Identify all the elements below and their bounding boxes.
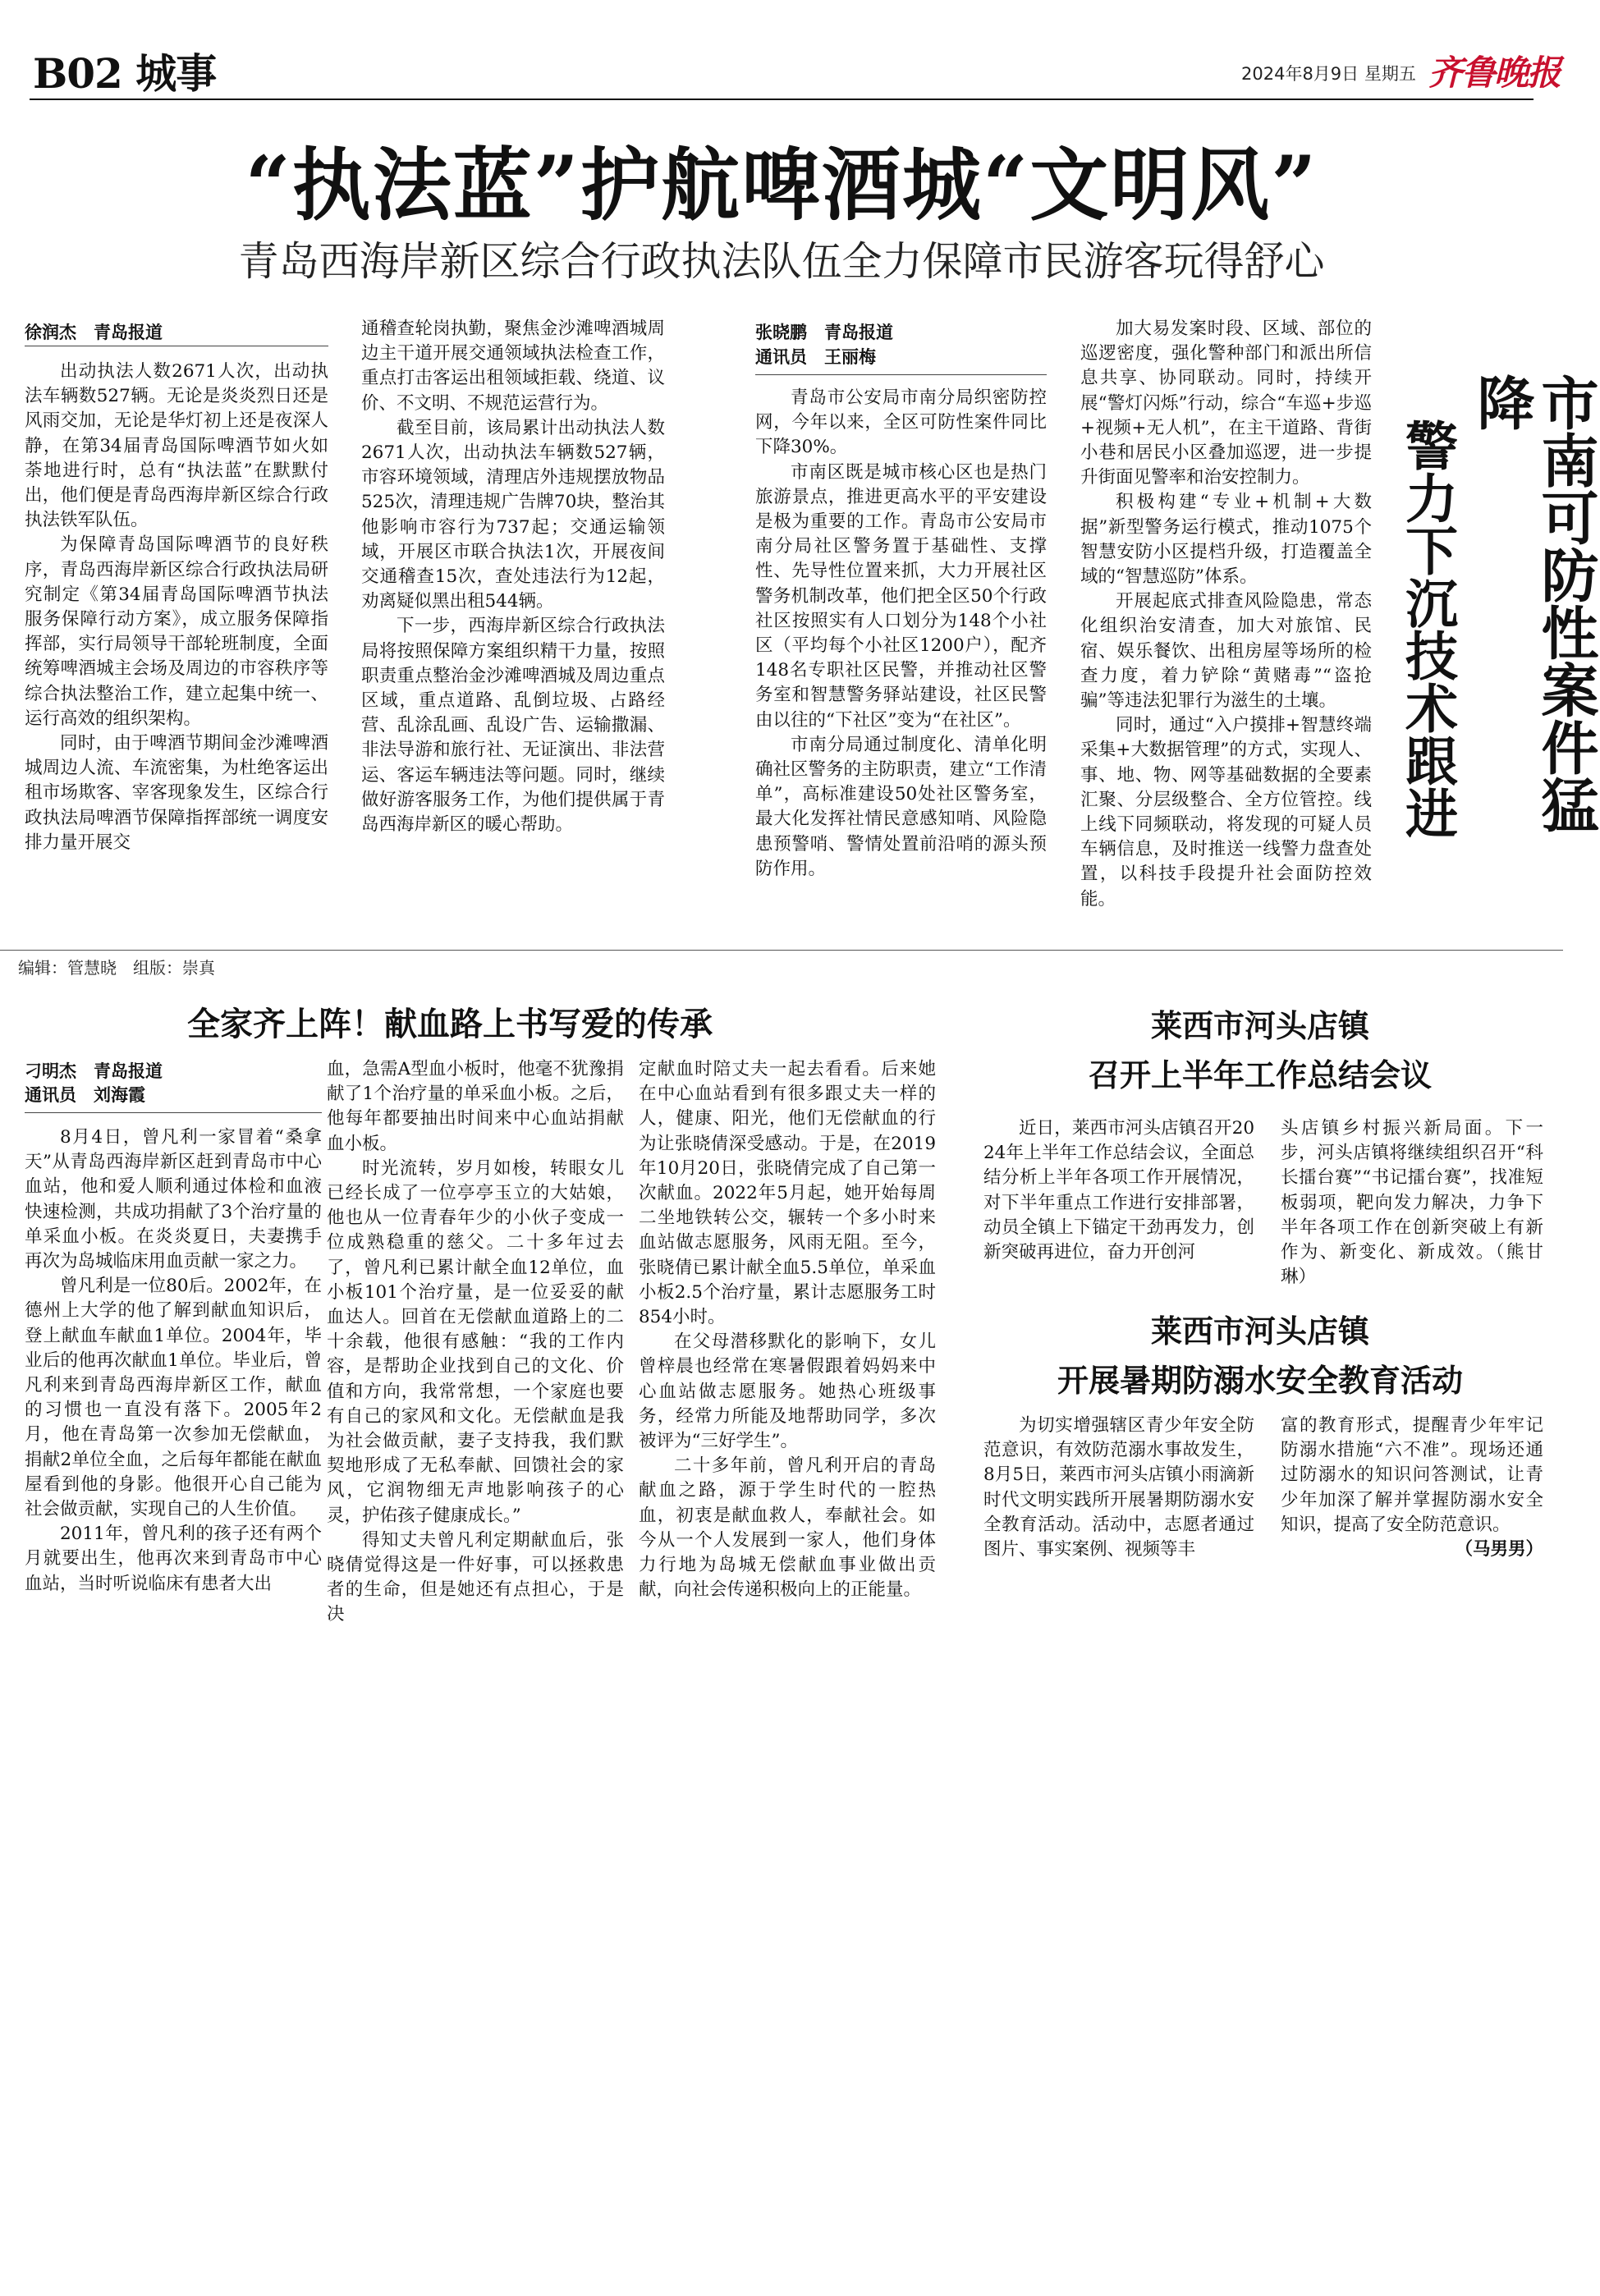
headline-line: 召开上半年工作总结会议 <box>1088 1056 1432 1093</box>
paragraph: 时光流转，岁月如梭，转眼女儿已经长成了一位亭亭玉立的大姑娘，他也从一位青春年少的小伙子变成一位成熟稳重的慈父。二十多年过去了，曾凡利已累计献全血12单位，血小板101个治疗量，是一位妥妥的献血达人。回首在无偿献血道路上的二十余载，他很有感触：“我的工作内容，是帮助企业找到自己的文化、价值和方向，我常常想，一个家庭也要有自己的家风和文化。无偿献血是我为社会做贡献，妻子支持我，我们默契地形成了无私奉献、回馈社会的家风，它润物细无声地影响孩子的心灵，护佑孩子健康成长。” <box>327 1157 624 1526</box>
article2-correspondent: 通讯员 王丽梅 <box>755 347 876 367</box>
paragraph: 8月4日，曾凡利一家冒着“桑拿天”从青岛西海岸新区赶到青岛市中心血站，他和爱人顺利通过体检和血液快速检测，共成功捐献了3个治疗量的单采血小板。在炎炎夏日，夫妻携手再次为岛城临床用血贡献一家之力。 <box>25 1127 322 1272</box>
article1-column-2 <box>361 317 665 837</box>
paragraph: 为切实增强辖区青少年安全防范意识，有效防范溺水事故发生，8月5日，莱西市河头店镇小雨滴新时代文明实践所开展暑期防溺水安全教育活动。活动中，志愿者通过图片、事实案例、视频等丰 <box>983 1415 1254 1560</box>
paragraph: 开展起底式排查风险隐患，常态化组织治安清查，加大对旅馆、民宿、娱乐餐饮、出租房屋等场所的检查力度，着力铲除“黄赌毒”“盗抢骗”等违法犯罪行为滋生的土壤。 <box>1080 591 1372 712</box>
article1-byline: 徐润杰 青岛报道 <box>25 323 163 342</box>
paragraph: 二十多年前，曾凡利开启的青岛献血之路，源于学生时代的一腔热血，初衷是献血救人，奉献社会。如今从一个人发展到一家人，他们身体力行地为岛城无偿献血事业做出贡献，向社会传递积极向上的正能量。 <box>639 1455 936 1601</box>
article5-column-1 <box>983 1414 1254 1562</box>
article3-column-3 <box>639 1057 936 1602</box>
article2-byline: 张晓鹏 青岛报道 <box>755 323 893 342</box>
article5-headline <box>977 1307 1543 1405</box>
article3-column-2 <box>327 1057 624 1628</box>
paragraph: 得知丈夫曾凡利定期献血后，张晓倩觉得这是一件好事，可以拯救患者的生命，但是她还有点担心，于是决 <box>327 1529 624 1625</box>
paragraph: 同时，由于啤酒节期间金沙滩啤酒城周边人流、车流密集，为杜绝客运出租市场欺客、宰客现象发生，区综合行政执法局啤酒节保障指挥部统一调度安排力量开展交 <box>25 733 328 853</box>
headline-line: 莱西市河头店镇 <box>1150 1007 1369 1044</box>
paragraph: 出动执法人数2671人次，出动执法车辆数527辆。无论是炎炎烈日还是风雨交加，无论是华灯初上还是夜深人静，在第34届青岛国际啤酒节如火如荼地进行时，总有“执法蓝”在默默付出，他们便是青岛西海岸新区综合行政执法铁军队伍。 <box>25 361 328 531</box>
article3-headline: 全家齐上阵！献血路上书写爱的传承 <box>187 1005 713 1043</box>
article2-column-1 <box>755 386 1047 882</box>
paragraph: 截至目前，该局累计出动执法人数2671人次，出动执法车辆数527辆，市容环境领域，清理店外违规摆放物品525次，清理违规广告牌70块，整治其他影响市容行为737起；交通运输领域，开展区市联合执法1次，开展夜间交通稽查15次，查处违法行为12起，劝离疑似黑出租544辆。 <box>361 417 665 612</box>
byline-rule <box>25 1112 322 1113</box>
paragraph: 2011年，曾凡利的孩子还有两个月就要出生，他再次来到青岛市中心血站，当时听说临床有患者大出 <box>25 1524 322 1594</box>
paragraph: 富的教育形式，提醒青少年牢记防溺水措施“六不准”。现场还通过防溺水的知识问答测试，让青少年加深了解并掌握防溺水安全知识，提高了安全防范意识。 <box>1281 1415 1543 1535</box>
paragraph: 通稽查轮岗执勤，聚焦金沙滩啤酒城周边主干道开展交通领域执法检查工作，重点打击客运出租领域拒载、绕道、议价、不文明、不规范运营行为。 <box>361 319 665 414</box>
page-section-label: B02 城事 <box>33 49 217 98</box>
editor-credits: 编辑：管慧晓 组版：崇真 <box>18 958 215 978</box>
article2-column-2 <box>1080 317 1372 912</box>
paragraph: 血，急需A型血小板时，他毫不犹豫捐献了1个治疗量的单采血小板。之后，他每年都要抽出时间来中心血站捐献血小板。 <box>327 1059 624 1154</box>
paragraph: 头店镇乡村振兴新局面。下一步，河头店镇将继续组织召开“科长擂台赛”“书记擂台赛”，找准短板弱项，靶向发力解决，力争下半年各项工作在创新突破上有新作为、新变化、新成效。（熊甘琳） <box>1281 1118 1543 1288</box>
author-signature: （马男男） <box>1455 1539 1543 1560</box>
issue-date: 2024年8月9日 星期五 <box>1241 64 1416 84</box>
section-divider <box>0 950 1563 951</box>
paragraph: 积极构建“专业+机制+大数据”新型警务运行模式，推动1075个智慧安防小区提档升级，打造覆盖全域的“智慧巡防”体系。 <box>1080 492 1372 588</box>
paragraph: 定献血时陪丈夫一起去看看。后来她在中心血站看到有很多跟丈夫一样的人，健康、阳光，他们无偿献血的行为让张晓倩深受感动。于是，在2019年10月20日，张晓倩完成了自己第一次献血。2022年5月起，她开始每周二坐地铁转公交，辗转一个多小时来血站做志愿服务，风雨无阻。至今，张晓倩已累计献全血5.5单位，单采血小板2.5个治疗量，累计志愿服务工时854小时。 <box>639 1059 936 1328</box>
article4-column-1 <box>983 1116 1254 1265</box>
article-subheadline: 青岛西海岸新区综合行政执法队伍全力保障市民游客玩得舒心 <box>238 238 1325 285</box>
article4-headline <box>977 1001 1543 1100</box>
article1-column-1 <box>25 360 328 855</box>
paragraph: 曾凡利是一位80后。2002年，在德州上大学的他了解到献血知识后，登上献血车献血1单位。2004年，毕业后的他再次献血1单位。毕业后，曾凡利来到青岛西海岸新区工作，献血的习惯也一直没有落下。2005年2月，他在青岛第一次参加无偿献血，捐献2单位全血，之后每年都能在献血屋看到他的身影。他很开心自己能为社会做贡献，实现自己的人生价值。 <box>25 1276 322 1520</box>
paragraph: 加大易发案时段、区域、部位的巡逻密度，强化警种部门和派出所信息共享、协同联动。同时，持续开展“警灯闪烁”行动，综合“车巡+步巡+视频+无人机”，在主干道路、背街小巷和居民小区叠加巡逻，进一步提升街面见警率和治安控制力。 <box>1080 319 1372 488</box>
article3-column-1 <box>25 1125 322 1597</box>
article-headline: “执法蓝”护航啤酒城“文明风” <box>245 139 1318 231</box>
paragraph: 近日，莱西市河头店镇召开2024年上半年工作总结会议，全面总结分析上半年各项工作开展情况，对下半年重点工作进行安排部署，动员全镇上下锚定干劲再发力，创新突破再进位，奋力开创河 <box>983 1118 1254 1263</box>
article2-subheadline: 警力下沉技术跟进 <box>1396 419 1458 839</box>
paragraph: 同时，通过“入户摸排+智慧终端采集+大数据管理”的方式，实现人、事、地、物、网等基础数据的全要素汇聚、分层级整合、全方位管控。线上线下同频联动，将发现的可疑人员车辆信息，及时推送一线警力盘查处置，以科技手段提升社会面防控效能。 <box>1080 715 1372 910</box>
paragraph: 青岛市公安局市南分局织密防控网，今年以来，全区可防性案件同比下降30%。 <box>755 387 1047 458</box>
paragraph: 市南分局通过制度化、清单化明确社区警务的主防职责，建立“工作清单”，高标准建设50处社区警务室，最大化发挥社情民意感知哨、风险隐患预警哨、警情处置前沿哨的源头预防作用。 <box>755 734 1047 879</box>
headline-line: 莱西市河头店镇 <box>1150 1313 1369 1350</box>
paragraph: 为保障青岛国际啤酒节的良好秩序，青岛西海岸新区综合行政执法局研究制定《第34届青岛国际啤酒节执法服务保障行动方案》，成立服务保障指挥部，实行局领导干部轮班制度，全面统筹啤酒城主会场及周边的市容秩序等综合执法整治工作，建立起集中统一、运行高效的组织架构。 <box>25 534 328 729</box>
paragraph: 市南区既是城市核心区也是热门旅游景点，推进更高水平的平安建设是极为重要的工作。青岛市公安局市南分局社区警务置于基础性、支撑性、先导性位置来抓，大力开展社区警务机制改革，他们把全区50个行政社区按照实有人口划分为148个小社区（平均每个小社区1200户），配齐148名专职社区民警，并推动社区警务室和智慧警务驿站建设，社区民警由以往的“下社区”变为“在社区”。 <box>755 461 1047 731</box>
header-rule <box>30 99 1534 100</box>
article4-column-2 <box>1281 1116 1543 1290</box>
article3-byline: 刁明杰 青岛报道 <box>25 1061 163 1081</box>
headline-line: 开展暑期防溺水安全教育活动 <box>1057 1362 1463 1399</box>
article3-correspondent: 通讯员 刘海霞 <box>25 1085 145 1105</box>
paragraph: 下一步，西海岸新区综合行政执法局将按照保障方案组织精干力量，按照职责重点整治金沙滩啤酒城及周边重点区域，重点道路、乱倒垃圾、占路经营、乱涂乱画、乱设广告、运输撒漏、非法导游和旅行社、无证演出、非法营运、客运车辆违法等问题。同时，继续做好游客服务工作，为他们提供属于青岛西海岸新区的暖心帮助。 <box>361 616 665 836</box>
article2-headline: 市南可防性案件猛降 <box>1468 374 1600 833</box>
newspaper-logo: 齐鲁晚报 <box>1428 53 1561 93</box>
article5-column-2 <box>1281 1414 1543 1562</box>
byline-rule <box>755 374 1047 375</box>
paragraph: 在父母潜移默化的影响下，女儿曾梓晨也经常在寒暑假跟着妈妈来中心血站做志愿服务。她热心班级事务，经常力所能及地帮助同学，多次被评为“三好学生”。 <box>639 1331 936 1452</box>
